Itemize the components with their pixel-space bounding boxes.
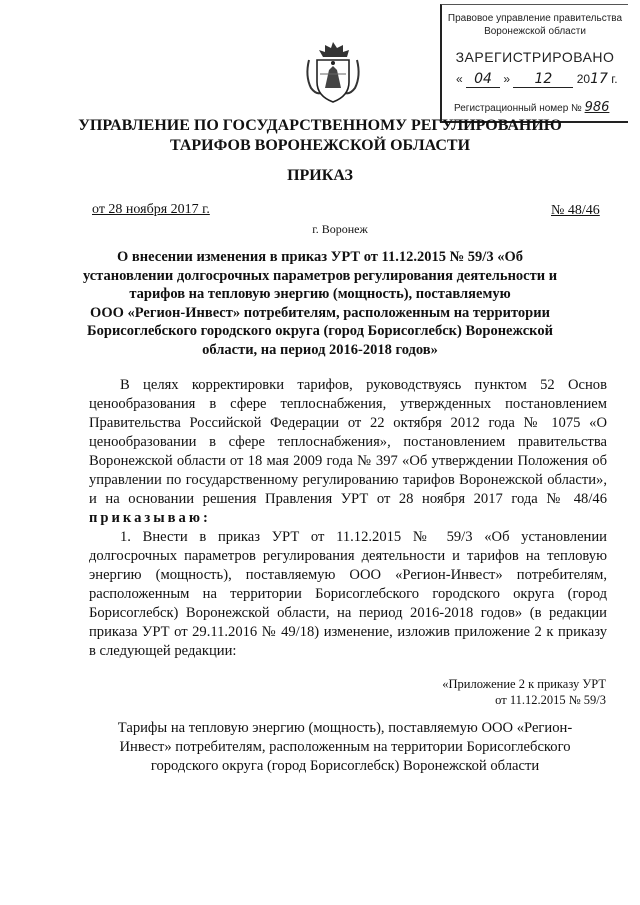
order-word: приказываю:	[89, 510, 211, 526]
subject-line: установлении долгосрочных параметров регулирования деятельности и	[82, 267, 558, 284]
stamp-registered-label: ЗАРЕГИСТРИРОВАНО	[455, 49, 615, 65]
tariff-table-title	[80, 719, 610, 776]
stamp-date-year: 17	[590, 71, 608, 87]
stamp-authority-line2: Воронежской области	[484, 26, 586, 37]
subject-line: ООО «Регион-Инвест» потребителям, расположенным на территории	[90, 304, 550, 321]
document-type-title: ПРИКАЗ	[287, 167, 353, 184]
order-subject	[60, 248, 580, 359]
preamble-paragraph	[89, 376, 607, 528]
stamp-registration-number: Регистрационный номер № 986	[454, 100, 610, 115]
subject-line: О внесении изменения в приказ УРТ от 11.12.2015 № 59/3 «Об	[117, 249, 523, 265]
subject-line: Борисоглебского городского округа (город Борисоглебск) Воронежской	[87, 323, 553, 339]
coat-of-arms-icon	[303, 40, 363, 106]
stamp-date: « 04 » 12 2017 г.	[456, 71, 618, 87]
document-date: от 28 ноября 2017 г.	[92, 202, 210, 217]
stamp-reg-number-value: 986	[584, 100, 610, 115]
appendix-reference	[300, 676, 606, 708]
stamp-date-day: 04	[466, 71, 500, 88]
preamble-text: В целях корректировки тарифов, руководствуясь пунктом 52 Основ ценообразования в сфере теплоснабжения, утвержденных постановлением Правительства Российской Федерации от 22 октября 2012 года № 1075 «О ценообразовании в сфере теплоснабжения», постановлением правительства Воронежской области от 18 мая 2009 года № 397 «Об утверждении Положения об управлении по государственному регулированию тарифов Воронежской области», и на основании решения Правления УРТ от 28 ноября 2017 года № 48/46	[89, 377, 607, 507]
order-item-1: 1. Внести в приказ УРТ от 11.12.2015 № 59/3 «Об установлении долгосрочных параметров регулирования деятельности и тарифов на тепловую энергию (мощность), поставляемую ООО «Регион-Инвест» потребителям, расположенным на территории Борисоглебского городского округа (город Борисоглебск) Воронежской области, на период 2016-2018 годов» (в редакции приказа УРТ от 29.11.2016 № 49/18) изменение, изложив приложение 2 к приказу в следующей редакции:	[89, 529, 607, 659]
subject-line: тарифов на тепловую энергию (мощность), поставляемую	[129, 286, 511, 302]
organization-title-line2: ТАРИФОВ ВОРОНЕЖСКОЙ ОБЛАСТИ	[169, 137, 471, 154]
tariff-title-line: Тарифы на тепловую энергию (мощность), поставляемую ООО «Регион-	[117, 720, 573, 736]
registration-stamp	[440, 4, 628, 123]
organization-title-line1: УПРАВЛЕНИЕ ПО ГОСУДАРСТВЕННОМУ РЕГУЛИРОВАНИЮ	[78, 117, 562, 134]
stamp-authority-line1: Правовое управление правительства	[447, 13, 623, 24]
appendix-line1: «Приложение 2 к приказу УРТ	[442, 677, 606, 691]
subject-line: области, на период 2016-2018 годов»	[202, 341, 438, 358]
document-number: № 48/46	[551, 203, 600, 218]
stamp-date-month: 12	[513, 71, 573, 88]
appendix-line2: от 11.12.2015 № 59/3	[495, 693, 606, 707]
tariff-title-line: Инвест» потребителям, расположенным на территории Борисоглебского	[119, 739, 571, 755]
document-city: г. Воронеж	[312, 222, 368, 236]
tariff-title-line: городского округа (город Борисоглебск) Воронежской области	[150, 758, 540, 774]
